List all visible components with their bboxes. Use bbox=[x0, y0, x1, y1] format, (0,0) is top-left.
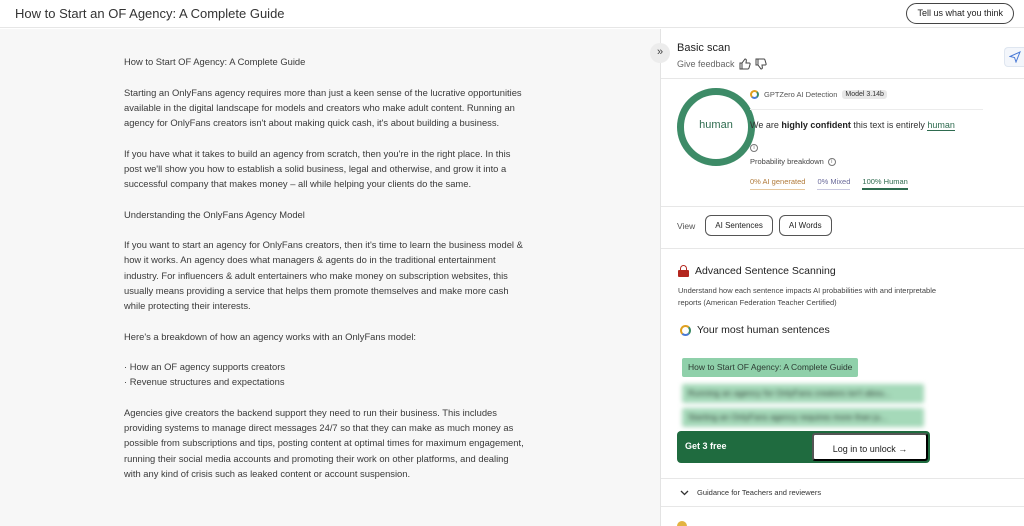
advanced-title-text: Advanced Sentence Scanning bbox=[695, 265, 836, 277]
probability-breakdown-label bbox=[750, 157, 836, 166]
doc-paragraph: Here's a breakdown of how an agency works with an OnlyFans model: bbox=[124, 330, 417, 342]
gptzero-logo-icon bbox=[680, 325, 691, 336]
thumbs-down-icon[interactable] bbox=[755, 58, 767, 70]
info-icon[interactable]: i bbox=[828, 158, 836, 166]
doc-list-item: · Revenue structures and expectations bbox=[124, 376, 285, 388]
doc-paragraph: Starting an OnlyFans agency requires more than just a keen sense of the lucrative opportunities available in the digital landscape for models and creators who make adult content. Running an agency for OnlyFans creators isn't about making quick cash, it's about building a business. bbox=[124, 86, 522, 128]
divider bbox=[661, 206, 1024, 207]
tell-us-feedback-button[interactable]: Tell us what you think bbox=[906, 3, 1014, 24]
advanced-description: Understand how each sentence impacts AI probabilities with and interpretable reports (American Federation Teacher Certified) bbox=[678, 286, 937, 307]
result-ring bbox=[677, 88, 755, 166]
section-icon bbox=[677, 521, 687, 526]
give-feedback-row bbox=[677, 58, 767, 70]
scan-panel bbox=[660, 29, 1024, 526]
guidance-accordion[interactable] bbox=[680, 488, 821, 497]
probability-row bbox=[750, 177, 908, 190]
chevron-down-icon bbox=[680, 490, 689, 496]
info-icon[interactable]: i bbox=[750, 136, 758, 154]
detector-name: GPTZero AI Detection bbox=[764, 90, 838, 99]
doc-paragraph-title: How to Start OF Agency: A Complete Guide bbox=[124, 56, 306, 67]
doc-paragraph-heading: Understanding the OnlyFans Agency Model bbox=[124, 208, 305, 220]
confidence-prefix: We are bbox=[750, 120, 782, 130]
thumbs-up-icon[interactable] bbox=[739, 58, 751, 70]
document-title: How to Start an OF Agency: A Complete Guide bbox=[15, 6, 285, 21]
ai-words-button[interactable]: AI Words bbox=[779, 215, 832, 236]
prob-human: 100% Human bbox=[862, 177, 907, 190]
give-feedback-label: Give feedback bbox=[677, 59, 735, 69]
guidance-label: Guidance for Teachers and reviewers bbox=[697, 488, 822, 497]
top-bar bbox=[0, 0, 1024, 28]
divider bbox=[661, 506, 1024, 507]
doc-list-item: · How an OF agency supports creators bbox=[124, 361, 286, 373]
human-sentences-title bbox=[680, 324, 830, 336]
view-label: View bbox=[677, 220, 696, 231]
ai-sentences-button[interactable]: AI Sentences bbox=[705, 215, 773, 236]
unlock-bar bbox=[677, 431, 930, 463]
doc-paragraph: If you want to start an agency for OnlyFans creators, then it's time to learn the business model & how it works. An agency does what managers & agents do in the traditional entertainment industry. For influencers & adult entertainers who make money on subscription websites, this usually means providing a service that helps them promote themselves and make more cash while protecting their interests. bbox=[124, 239, 523, 311]
advanced-scanning-title bbox=[678, 265, 836, 277]
send-icon[interactable] bbox=[1004, 47, 1024, 67]
get-free-label: Get 3 free bbox=[685, 441, 727, 451]
prob-mixed: 0% Mixed bbox=[817, 177, 850, 190]
probability-breakdown-text: Probability breakdown bbox=[750, 157, 824, 166]
confidence-level: highly confident bbox=[781, 120, 851, 130]
divider bbox=[750, 109, 983, 110]
doc-paragraph: Agencies give creators the backend support they need to run their business. This includes providing systems to manage direct messages 24/7 so that they can make as much money as possible from subscriptions and tips, posting content at optimal times for maximum engagement, running their social media accounts and promoting their work on other platforms, and dealing with any kind of crisis such as leaked content or account suspension. bbox=[124, 406, 524, 479]
detector-row bbox=[750, 90, 887, 99]
scan-title: Basic scan bbox=[677, 42, 731, 54]
divider bbox=[661, 478, 1024, 479]
prob-ai: 0% AI generated bbox=[750, 177, 805, 190]
confidence-statement bbox=[750, 120, 955, 130]
collapse-panel-icon[interactable]: » bbox=[650, 43, 670, 63]
model-chip: Model 3.14b bbox=[842, 90, 887, 99]
highlighted-sentence[interactable]: How to Start OF Agency: A Complete Guide bbox=[682, 358, 858, 377]
confidence-mid: this text is entirely bbox=[850, 120, 928, 130]
view-row bbox=[677, 215, 832, 236]
divider bbox=[661, 78, 1024, 79]
document-text[interactable] bbox=[124, 54, 524, 496]
divider bbox=[661, 248, 1024, 249]
blurred-sentence: Running an agency for OnlyFans creators isn't abou... bbox=[682, 384, 924, 403]
doc-paragraph: If you have what it takes to build an agency from scratch, then you're in the right place. In this post we'll show you how to establish a solid business, legal and otherwise, and grow it into a successful company that makes money – all while helping your clients do the same. bbox=[124, 147, 511, 189]
result-label: human bbox=[699, 119, 733, 131]
human-sentences-text: Your most human sentences bbox=[697, 324, 830, 336]
blurred-sentence: Starting an OnlyFans agency requires more than ju... bbox=[682, 408, 924, 427]
gptzero-logo-icon bbox=[750, 90, 759, 99]
lock-icon bbox=[678, 265, 689, 277]
document-pane[interactable] bbox=[0, 29, 660, 526]
confidence-result: human bbox=[927, 120, 955, 130]
login-to-unlock-button[interactable]: Log in to unlock → bbox=[812, 433, 928, 461]
